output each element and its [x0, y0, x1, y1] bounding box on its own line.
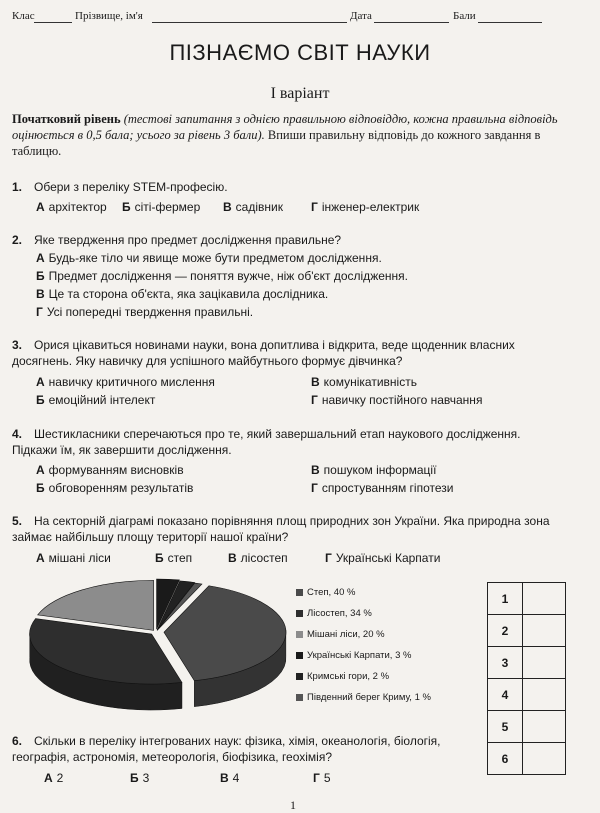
- q6-option-b[interactable]: Б 3: [130, 771, 150, 785]
- question-text: Обери з переліку STEM-професію.: [34, 180, 228, 194]
- legend-entry: [296, 692, 431, 703]
- legend-label: Лісостеп, 34 %: [307, 608, 372, 619]
- date-field-line[interactable]: [374, 22, 449, 23]
- question-text: Орися цікавиться новинами науки, вона допитлива і відкрита, веде щоденник власних досягнень. Яку навичку для успішного майбутнього формує дівчинка?: [12, 338, 515, 368]
- legend-entry: [296, 650, 411, 661]
- answer-row: [488, 711, 566, 743]
- page-number: 1: [290, 798, 296, 812]
- question-4: 4. Шестикласники сперечаються про те, який завершальний етап наукового дослідження. Підкажи їм, як завершити дослідження.: [12, 427, 521, 457]
- legend-swatch: [296, 652, 303, 659]
- q1-option-v[interactable]: В садівник: [223, 200, 283, 214]
- question-6: 6. Скільки в переліку інтегрованих наук: фізика, хімія, океанологія, біологія, географія, астрономія, метеорологія, біофізика, геохімія?: [12, 734, 441, 764]
- legend-entry: [296, 608, 372, 619]
- question-5: 5. На секторній діаграмі показано порівняння площ природних зон України. Яка природна зона займає найбільшу площу території нашої країни?: [12, 514, 550, 544]
- answer-number: 2: [488, 615, 523, 647]
- q2-option-g[interactable]: Г Усі попередні твердження правильні.: [36, 305, 254, 319]
- q3-option-a[interactable]: А навичку критичного мислення: [36, 375, 215, 389]
- question-1: 1. Обери з переліку STEM-професію.: [12, 180, 228, 194]
- legend-label: Степ, 40 %: [307, 587, 356, 598]
- class-label: Клас: [12, 10, 35, 22]
- legend-swatch: [296, 631, 303, 638]
- q6-option-v[interactable]: В 4: [220, 771, 240, 785]
- question-text: На секторній діаграмі показано порівняння площ природних зон України. Яка природна зона займає найбільшу площу території нашої країни?: [12, 514, 550, 544]
- answer-row: [488, 679, 566, 711]
- date-label: Дата: [350, 10, 372, 22]
- legend-label: Кримські гори, 2 %: [307, 671, 390, 682]
- q4-option-a[interactable]: А формуванням висновків: [36, 463, 184, 477]
- legend-entry: [296, 629, 385, 640]
- answer-row: [488, 615, 566, 647]
- q1-option-a[interactable]: А архітектор: [36, 200, 107, 214]
- q5-option-v[interactable]: В лісостеп: [228, 551, 288, 565]
- name-label: Прізвище, ім'я: [75, 10, 143, 22]
- q4-option-v[interactable]: В пошуком інформації: [311, 463, 437, 477]
- q3-option-g[interactable]: Г навичку постійного навчання: [311, 393, 483, 407]
- q6-option-g[interactable]: Г 5: [313, 771, 331, 785]
- q3-option-b[interactable]: Б емоційний інтелект: [36, 393, 156, 407]
- intro-paragraph: [12, 111, 568, 159]
- q1-option-b[interactable]: Б сіті-фермер: [122, 200, 201, 214]
- answer-cell[interactable]: [523, 711, 566, 743]
- q5-option-g[interactable]: Г Українські Карпати: [325, 551, 441, 565]
- answer-number: 5: [488, 711, 523, 743]
- answer-row: [488, 647, 566, 679]
- q4-option-b[interactable]: Б обговоренням результатів: [36, 481, 194, 495]
- legend-swatch: [296, 589, 303, 596]
- legend-entry: [296, 671, 389, 682]
- question-text: Скільки в переліку інтегрованих наук: фізика, хімія, океанологія, біологія, географія, астрономія, метеорологія, біофізика, геохімія?: [12, 734, 441, 764]
- question-text: Яке твердження про предмет дослідження правильне?: [34, 233, 342, 247]
- legend-label: Українські Карпати, 3 %: [307, 650, 412, 661]
- q3-option-v[interactable]: В комунікативність: [311, 375, 417, 389]
- level-label: Початковий рівень: [12, 112, 121, 126]
- answer-cell[interactable]: [523, 583, 566, 615]
- answer-number: 4: [488, 679, 523, 711]
- q4-option-g[interactable]: Г спростуванням гіпотези: [311, 481, 454, 495]
- name-field-line[interactable]: [152, 22, 347, 23]
- q5-option-a[interactable]: А мішані ліси: [36, 551, 111, 565]
- question-text: Шестикласники сперечаються про те, який завершальний етап наукового дослідження. Підкажи їм, як завершити дослідження.: [12, 427, 521, 457]
- question-3: 3. Орися цікавиться новинами науки, вона допитлива і відкрита, веде щоденник власних досягнень. Яку навичку для успішного майбутнього формує дівчинка?: [12, 338, 515, 368]
- legend-label: Мішані ліси, 20 %: [307, 629, 385, 640]
- answer-cell[interactable]: [523, 743, 566, 775]
- q2-option-v[interactable]: В Це та сторона об'єкта, яка зацікавила дослідника.: [36, 287, 329, 301]
- q5-option-b[interactable]: Б степ: [155, 551, 193, 565]
- legend-swatch: [296, 673, 303, 680]
- answer-number: 3: [488, 647, 523, 679]
- question-2: 2. Яке твердження про предмет дослідження правильне?: [12, 233, 342, 247]
- answer-cell[interactable]: [523, 615, 566, 647]
- instruction-text: Впиши правильну відповідь до кожного завдання в таблицю.: [12, 128, 541, 158]
- answer-cell[interactable]: [523, 647, 566, 679]
- legend-swatch: [296, 694, 303, 701]
- score-label: Бали: [453, 10, 476, 22]
- class-field-line[interactable]: [34, 22, 72, 23]
- q1-option-g[interactable]: Г інженер-електрик: [311, 200, 420, 214]
- variant-heading: I варіант: [270, 85, 330, 102]
- answer-number: 1: [488, 583, 523, 615]
- legend-swatch: [296, 610, 303, 617]
- answer-table: [487, 582, 566, 775]
- q2-option-b[interactable]: Б Предмет дослідження — поняття вужче, ніж об'єкт дослідження.: [36, 269, 408, 283]
- answer-row: [488, 583, 566, 615]
- level-note: (тестові запитання з однією правильною відповіддю, кожна правильна відповідь оцінюється в 0,5 бала; усього за рівень 3 бали).: [12, 112, 558, 142]
- answer-cell[interactable]: [523, 679, 566, 711]
- legend-entry: [296, 587, 355, 598]
- page-title: ПІЗНАЄМО СВІТ НАУКИ: [169, 40, 431, 65]
- answer-row: [488, 743, 566, 775]
- legend-label: Південний берег Криму, 1 %: [307, 692, 431, 703]
- q2-option-a[interactable]: А Будь-яке тіло чи явище може бути предметом дослідження.: [36, 251, 382, 265]
- answer-number: 6: [488, 743, 523, 775]
- q6-option-a[interactable]: А 2: [44, 771, 64, 785]
- pie-chart: [28, 576, 290, 726]
- score-field-line[interactable]: [478, 22, 542, 23]
